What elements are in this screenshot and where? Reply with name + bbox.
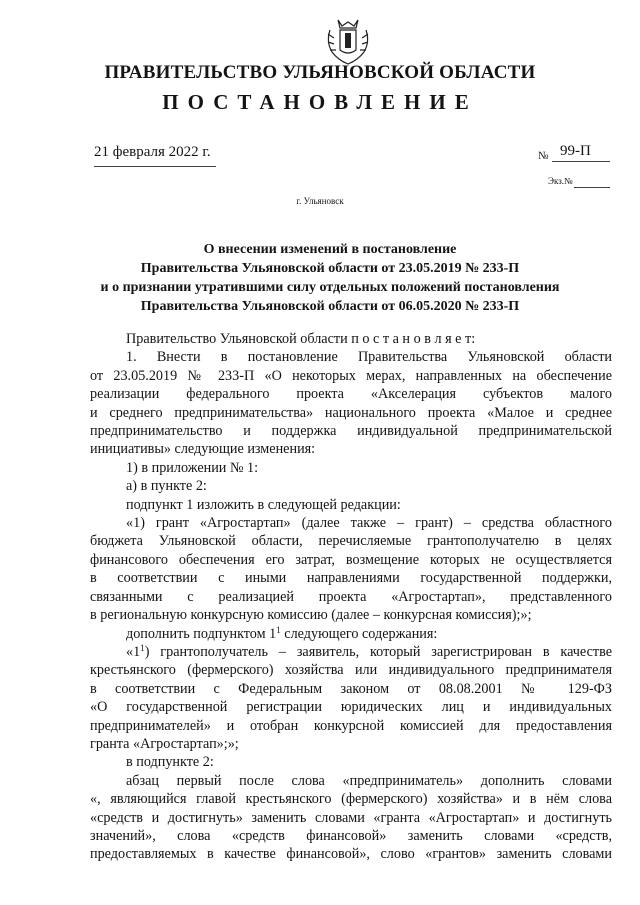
text-line: «средств и достигнуть» заменить словами «гранта «Агростартап» и достигнуть	[90, 809, 612, 826]
text-line: инициативы» следующие изменения:	[90, 441, 316, 458]
text-line: гранта «Агростартап»;»;	[90, 735, 239, 752]
text-line: связанными с реализацией проекта «Агростартап», представленного	[90, 588, 612, 605]
text-line: от 23.05.2019 № 233-П «О некоторых мерах, направленных на обеспечение	[90, 367, 612, 384]
text-line: 1. Внести в постановление Правительства Ульяновской области	[126, 349, 612, 366]
number-prefix: №	[538, 150, 549, 162]
title-line: Правительства Ульяновской области от 23.05.2019 № 233-П	[140, 261, 520, 276]
document-date: 21 февраля 2022 г.	[94, 144, 211, 160]
document-number: 99-П	[560, 143, 591, 159]
text-line: в соответствии с Федеральным законом от 08.08.2001 № 129-ФЗ	[90, 680, 612, 697]
text-line: реализации федерального проекта «Акселерация субъектов малого	[90, 386, 612, 403]
text-line: в соответствии с иными направлениями государственной поддержки,	[90, 570, 612, 587]
title-line: Правительства Ульяновской области от 06.05.2020 № 233-П	[140, 299, 520, 314]
text-line: а) в пункте 2:	[126, 478, 207, 495]
text-line: в подпункте 2:	[126, 754, 214, 771]
document-title	[80, 240, 580, 316]
text-line: дополнить подпунктом $1^1$ следующего содержания:	[126, 624, 438, 642]
text-line: предпринимательство и поддержка индивидуальной предпринимательской	[90, 423, 612, 440]
coat-of-arms-icon	[324, 16, 372, 66]
organization-name: ПРАВИТЕЛЬСТВО УЛЬЯНОВСКОЙ ОБЛАСТИ	[104, 62, 536, 83]
copy-number-underline	[574, 187, 610, 188]
date-underline	[94, 166, 216, 167]
title-line: О внесении изменений в постановление	[203, 242, 457, 257]
text-line: «1) грант «Агростартап» (далее также – грант) – средства областного	[126, 515, 612, 532]
text-line: предоставляемых в качестве финансовой», слово «грантов» заменить словами	[90, 846, 612, 863]
text-line: Правительство Ульяновской области п о с т а н о в л я е т:	[126, 331, 476, 347]
number-underline	[552, 161, 610, 162]
text-line: и среднего предпринимательства» национального проекта «Малое и среднее	[90, 404, 612, 421]
copy-number-label: Экз.№	[548, 176, 573, 186]
text-line: бюджета Ульяновской области, перечисляемые грантополучателю в целях	[90, 533, 612, 550]
text-line: абзац первый после слова «предприниматель» дополнить словами	[126, 772, 612, 789]
text-line: финансового обеспечения его затрат, возмещение которых не осуществляется	[90, 551, 612, 568]
text-line: в региональную конкурсную комиссию (далее – конкурсная комиссия);»;	[90, 607, 532, 624]
text-line: 1) в приложении № 1:	[126, 459, 259, 476]
text-line: значений», слова «средств финансовой» заменить словами «средств,	[90, 827, 612, 844]
text-line: предпринимателей» и отобран конкурсной комиссией для предоставления	[90, 717, 612, 734]
text-line: крестьянского (фермерского) хозяйства или индивидуального предпринимателя	[90, 662, 612, 679]
title-line: и о признании утратившими силу отдельных положений постановления	[100, 280, 560, 295]
text-line: «, являющийся главой крестьянского (фермерского) хозяйства» и в нём слова	[90, 791, 612, 808]
document-type: ПОСТАНОВЛЕНИЕ	[162, 90, 478, 114]
document-body	[90, 330, 612, 864]
text-line: «О государственной регистрации юридических лиц и индивидуальных	[90, 699, 612, 716]
text-line: подпункт 1 изложить в следующей редакции:	[126, 496, 401, 513]
text-line: «$1^1$) грантополучатель – заявитель, который зарегистрирован в качестве	[126, 642, 612, 660]
city: г. Ульяновск	[296, 196, 344, 206]
